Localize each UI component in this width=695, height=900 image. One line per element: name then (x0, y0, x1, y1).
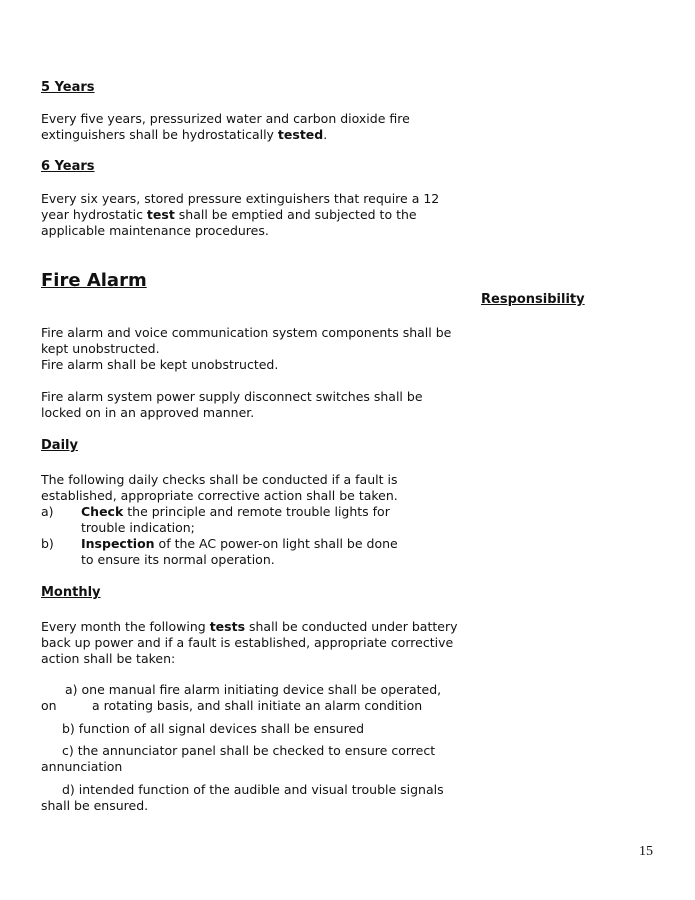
monthly-item-a-line1: a) one manual fire alarm initiating device shall be operated, (65, 682, 442, 697)
sec6-line2: year hydrostatic test shall be emptied and subjected to the (41, 207, 417, 222)
sec6-bold-test: test (146, 207, 175, 222)
monthly-line2: back up power and if a fault is established, appropriate corrective (41, 635, 454, 650)
fire-alarm-p2-line1: Fire alarm system power supply disconnect switches shall be (41, 389, 423, 404)
fire-alarm-p1-line3: Fire alarm shall be kept unobstructed. (41, 357, 279, 372)
monthly-item-d-line1: d) intended function of the audible and visual trouble signals (62, 782, 444, 797)
monthly-item-d-line2: shall be ensured. (41, 798, 149, 813)
daily-item-b-bold: Inspection (81, 536, 155, 551)
daily-line1: The following daily checks shall be conducted if a fault is (41, 472, 398, 487)
monthly-item-c-line1: c) the annunciator panel shall be checked to ensure correct (62, 743, 436, 758)
monthly-item-c-line2: annunciation (41, 759, 123, 774)
daily-item-a-bold: Check (81, 504, 124, 519)
fire-alarm-p2-line2: locked on in an approved manner. (41, 405, 255, 420)
daily-heading: Daily (41, 438, 78, 453)
sec5-bold-tested: tested (277, 127, 324, 142)
monthly-line1: Every month the following tests shall be conducted under battery (41, 619, 458, 634)
fire-alarm-title: Fire Alarm (41, 270, 147, 291)
sec5-line1: Every five years, pressurized water and carbon dioxide fire (41, 111, 410, 126)
fire-alarm-p1-line2: kept unobstructed. (41, 341, 160, 356)
responsibility-heading: Responsibility (481, 292, 585, 307)
daily-item-b-line2: to ensure its normal operation. (81, 552, 275, 567)
daily-item-a-line1: Check the principle and remote trouble lights for (81, 504, 390, 519)
monthly-bold-tests: tests (209, 619, 246, 634)
section-heading-6-years: 6 Years (41, 159, 95, 174)
daily-item-b-line1: Inspection of the AC power-on light shall be done (81, 536, 398, 551)
daily-item-b-marker: b) (41, 536, 54, 551)
daily-line2: established, appropriate corrective action shall be taken. (41, 488, 398, 503)
monthly-line3: action shall be taken: (41, 651, 176, 666)
monthly-item-a-on: on (41, 698, 57, 713)
sec6-line3: applicable maintenance procedures. (41, 223, 269, 238)
monthly-item-b: b) function of all signal devices shall be ensured (62, 721, 365, 736)
sec5-line2: extinguishers shall be hydrostatically tested. (41, 127, 328, 142)
fire-alarm-p1-line1: Fire alarm and voice communication system components shall be (41, 325, 452, 340)
page-number: 15 (639, 844, 653, 859)
section-heading-5-years: 5 Years (41, 80, 95, 95)
sec6-line1: Every six years, stored pressure extinguishers that require a 12 (41, 191, 440, 206)
daily-item-a-marker: a) (41, 504, 54, 519)
daily-item-a-line2: trouble indication; (81, 520, 195, 535)
monthly-item-a-line2: a rotating basis, and shall initiate an alarm condition (92, 698, 423, 713)
monthly-heading: Monthly (41, 585, 101, 600)
